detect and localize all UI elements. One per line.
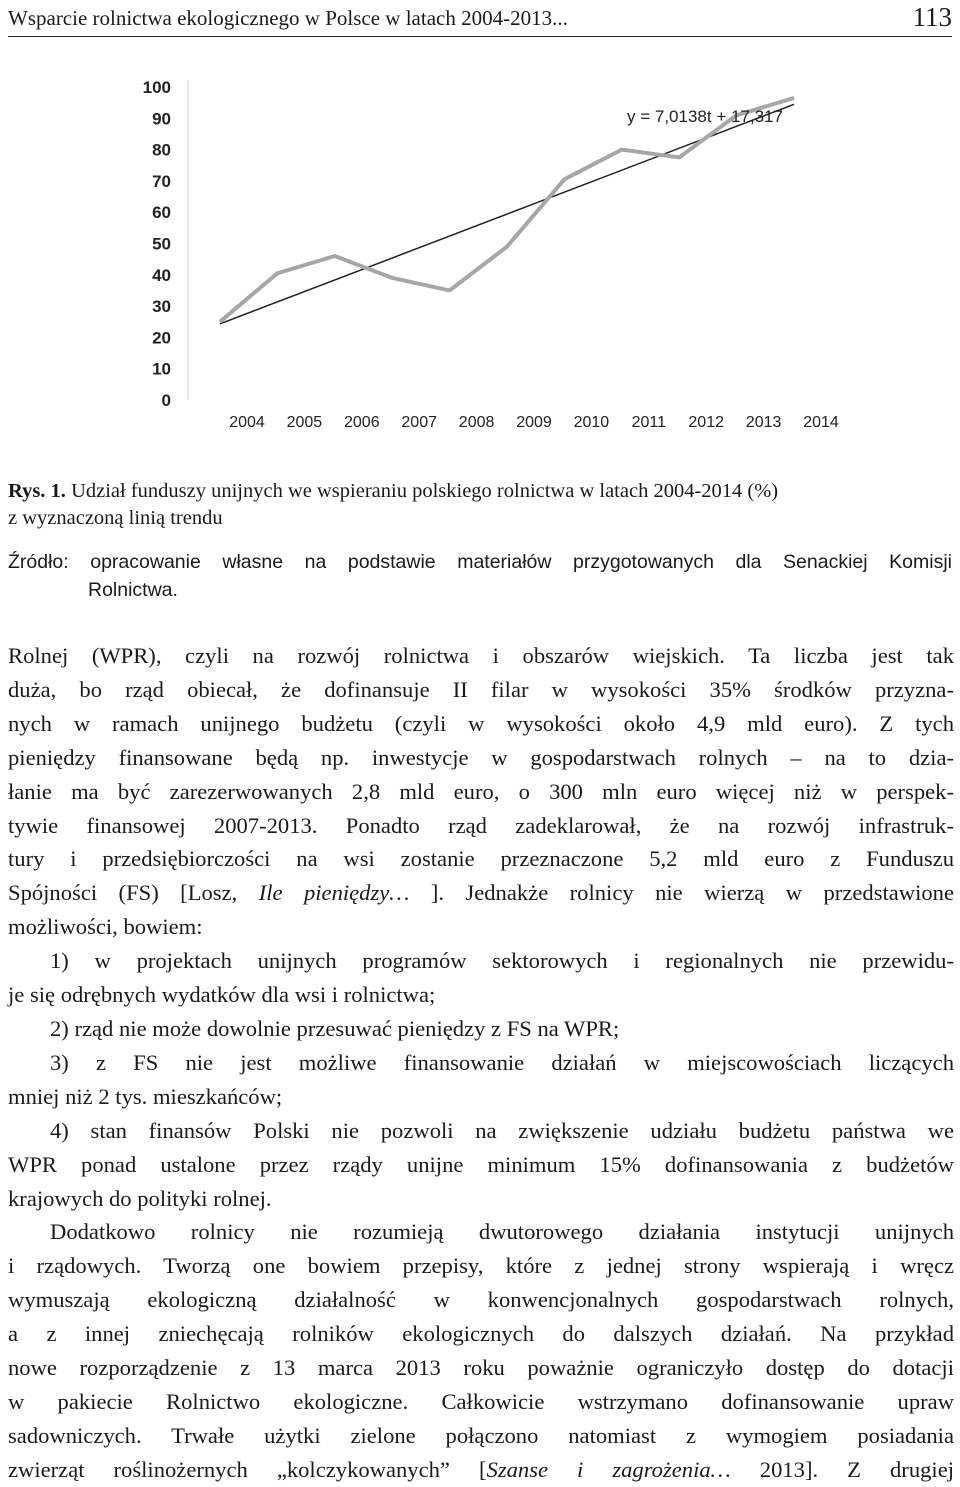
- text-run: ]. Jednakże rolnicy nie wierzą w przedstawione: [409, 880, 955, 906]
- body-text: [8, 639, 954, 1487]
- y-tick-label: 80: [152, 140, 171, 160]
- x-tick-label: 2014: [803, 414, 839, 431]
- text-line: [8, 1453, 954, 1487]
- figure-source: [8, 548, 952, 604]
- running-header: [8, 2, 952, 37]
- y-tick-label: 100: [142, 78, 171, 97]
- text-run: Spójności (FS) [Losz,: [8, 880, 259, 906]
- text-line: pieniędzy finansowane będą np. inwestycje w gospodarstwach rolnych – na to dzia-: [8, 744, 954, 770]
- text-line: możliwości, bowiem:: [8, 914, 203, 940]
- x-tick-label: 2010: [573, 414, 610, 431]
- text-line: wymuszają ekologiczną działalność w konwencjonalnych gospodarstwach rolnych,: [8, 1287, 954, 1313]
- text-line: duża, bo rząd obiecał, że dofinansuje II filar w wysokości 35% środków przyzna-: [8, 676, 954, 702]
- x-tick-label: 2011: [631, 414, 667, 431]
- figure-label: Rys. 1.: [8, 480, 66, 502]
- text-line: nych w ramach unijnego budżetu (czyli w wysokości około 4,9 mld euro). Z tych: [8, 710, 954, 736]
- text-line: Rolnej (WPR), czyli na rozwój rolnictwa i obszarów wiejskich. Ta liczba jest tak: [8, 643, 954, 668]
- text-line: tywie finansowej 2007-2013. Ponadto rząd zadeklarował, że na rozwój infrastruk-: [8, 812, 954, 838]
- series-line: [220, 98, 794, 322]
- text-line: 3) z FS nie jest możliwe finansowanie działań w miejscowościach liczących: [50, 1049, 954, 1075]
- text-line: 1) w projektach unijnych programów sektorowych i regionalnych nie przewidu-: [50, 948, 954, 974]
- list-item-1: [8, 944, 954, 1012]
- y-tick-label: 60: [152, 203, 171, 223]
- text-line: mniej niż 2 tys. mieszkańców;: [8, 1083, 283, 1109]
- y-tick-label: 90: [152, 109, 171, 129]
- text-run: zwierząt roślinożernych „kolczykowanych” [: [8, 1456, 487, 1482]
- y-tick-label: 0: [161, 391, 171, 410]
- x-tick-label: 2006: [344, 414, 380, 431]
- text-line: tury i przedsiębiorczości na wsi zostanie przeznaczone 5,2 mld euro z Funduszu: [8, 846, 954, 872]
- y-tick-label: 10: [152, 359, 171, 379]
- y-tick-label: 30: [152, 297, 171, 317]
- trend-equation-label: y = 7,0138t + 17,317: [627, 107, 783, 126]
- y-tick-label: 70: [152, 171, 171, 191]
- figure-source-line2: Rolnictwa.: [88, 579, 178, 601]
- text-line: łanie ma być zarezerwowanych 2,8 mld euro, o 300 mln euro więcej niż w perspek-: [8, 778, 954, 804]
- text-line: i rządowych. Tworzą one bowiem przepisy, które z jednej strony wspierają i wręcz: [8, 1253, 954, 1279]
- list-item-4: [8, 1114, 954, 1216]
- y-tick-label: 20: [152, 328, 171, 348]
- text-line: 2) rząd nie może dowolnie przesuwać pieniędzy z FS na WPR;: [50, 1015, 620, 1041]
- figure-caption-line1: Udział funduszy unijnych we wspieraniu polskiego rolnictwa w latach 2004-2014 (%): [71, 480, 779, 502]
- running-title: Wsparcie rolnictwa ekologicznego w Polsce w latach 2004-2013...: [8, 6, 568, 30]
- text-line: je się odrębnych wydatków dla wsi i rolnictwa;: [8, 982, 436, 1008]
- text-run: 2013]. Z drugiej: [730, 1456, 954, 1482]
- page-number: 113: [912, 2, 952, 32]
- x-tick-labels: [229, 414, 839, 431]
- text-line: [8, 876, 954, 910]
- list-item-2: [8, 1012, 954, 1046]
- y-tick-labels: [143, 78, 171, 410]
- citation-title: Szanse i zagrożenia…: [486, 1456, 731, 1482]
- figure-caption: [8, 478, 952, 532]
- x-tick-label: 2013: [745, 414, 782, 431]
- figure-source-line1: Źródło: opracowanie własne na podstawie materiałów przygotowanych dla Senackiej Komisji: [8, 551, 952, 573]
- text-line: sadowniczych. Trwałe użytki zielone połączono natomiast z wymogiem posiadania: [8, 1422, 954, 1448]
- text-line: krajowych do polityki rolnej.: [8, 1185, 272, 1211]
- citation-title: Ile pieniędzy…: [258, 880, 410, 906]
- text-line: a z innej zniechęcają rolników ekologicznych do dalszych działań. Na przykład: [8, 1321, 954, 1347]
- paragraph-1: [8, 639, 954, 944]
- x-tick-label: 2012: [688, 414, 724, 431]
- paragraph-2: [8, 1215, 954, 1486]
- text-line: w pakiecie Rolnictwo ekologiczne. Całkowicie wstrzymano dofinansowanie upraw: [8, 1388, 954, 1414]
- x-tick-label: 2007: [401, 414, 437, 431]
- text-line: Dodatkowo rolnicy nie rozumieją dwutorowego działania instytucji unijnych: [50, 1219, 954, 1245]
- x-tick-label: 2004: [229, 414, 265, 431]
- text-line: nowe rozporządzenie z 13 marca 2013 roku poważnie ograniczyło dostęp do dotacji: [8, 1355, 954, 1381]
- trend-line-chart: [0, 60, 960, 445]
- list-item-3: [8, 1046, 954, 1114]
- x-tick-label: 2008: [458, 414, 495, 431]
- y-tick-label: 40: [152, 265, 171, 285]
- y-tick-label: 50: [152, 234, 171, 254]
- figure-caption-line2: z wyznaczoną linią trendu: [8, 507, 223, 529]
- text-line: WPR ponad ustalone przez rządy unijne minimum 15% dofinansowania z budżetów: [8, 1151, 954, 1177]
- text-line: 4) stan finansów Polski nie pozwoli na zwiększenie udziału budżetu państwa we: [50, 1117, 954, 1143]
- x-tick-label: 2009: [516, 414, 552, 431]
- x-tick-label: 2005: [286, 414, 323, 431]
